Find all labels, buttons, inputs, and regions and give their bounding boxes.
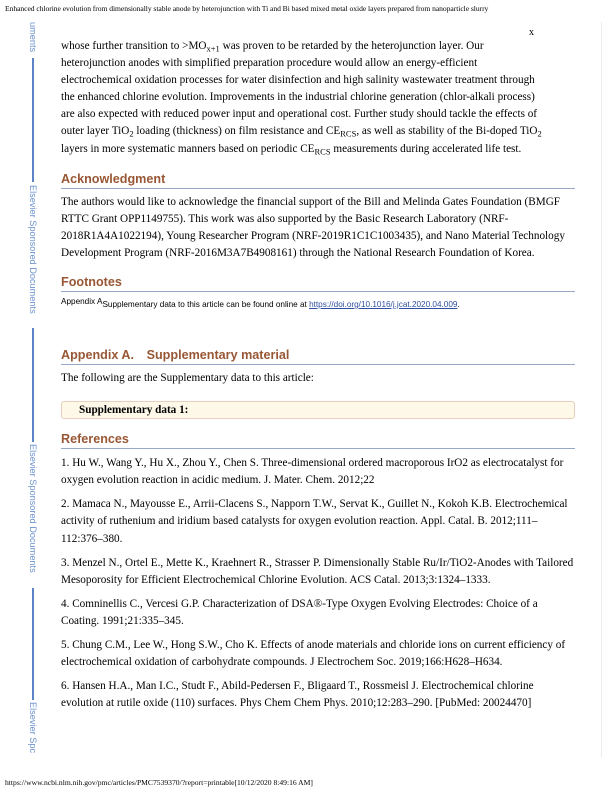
footnotes-heading: Footnotes — [61, 274, 575, 292]
text-fragment: . — [457, 300, 460, 310]
sidebar-watermark — [26, 22, 40, 757]
watermark-text: Elsevier Sponsored Documents — [28, 444, 38, 573]
reference-item: 4. Comninellis C., Vercesi G.P. Characterization of DSA®-Type Oxygen Evolving Electrodes: Choice of a Coating. 1991;21:335–345. — [61, 597, 538, 627]
subscript: x+1 — [206, 43, 220, 54]
reference-list — [61, 455, 575, 712]
doi-link[interactable]: https://doi.org/10.1016/j.jcat.2020.04.009 — [309, 300, 458, 310]
subscript: RCS — [340, 128, 357, 139]
acknowledgment-heading: Acknowledgment — [61, 171, 575, 189]
text-fragment: measurements during accelerated life test. — [330, 142, 522, 155]
footnote-text: Supplementary data to this article can be found online at — [102, 300, 310, 310]
watermark-text: Elsevier Spc — [28, 702, 38, 754]
references-heading: References — [61, 431, 575, 449]
acknowledgment-text: The authors would like to acknowledge the financial support of the Bill and Melinda Gates Foundation (BMGF RTTC Grant OPP1149755). This work was also supported by the Basic Research Laboratory (NRF-2018R1A4A1022194), Young Researcher Program (NRF-2019R1C1C1003435), and Nano Material Technology Development Program (NRF-2016M3A7B4908161) through the National Research Foundation of Korea. — [61, 195, 565, 259]
footnote-item — [61, 296, 575, 311]
reference-item: 1. Hu W., Wang Y., Hu X., Zhou Y., Chen S. Three-dimensional ordered macroporous IrO2 as electrocatalyst for oxygen evolution reaction in acidic medium. J. Mater. Chem. 2012;22 — [61, 457, 564, 487]
supplementary-data-label[interactable]: Supplementary data 1: — [79, 404, 189, 417]
watermark-text: Elsevier Sponsored Documents — [28, 185, 38, 314]
text-fragment: was proven to be retarded by the heterojunction layer. Our — [219, 40, 484, 52]
article-content — [61, 38, 575, 712]
subscript: 2 — [537, 128, 542, 139]
text-fragment: the enhanced chlorine evolution. Improvements in the industrial chlorine generation (chlor-alkali process) — [61, 91, 535, 104]
watermark-line — [32, 58, 34, 182]
text-fragment: layers in more systematic manners based on periodic CE — [61, 142, 315, 155]
subscript: RCS — [314, 146, 331, 157]
supplementary-data-box[interactable] — [61, 401, 575, 419]
conclusion-paragraph — [61, 38, 575, 158]
footnote-label: Appendix A — [61, 297, 103, 307]
watermark-line — [32, 328, 34, 442]
text-fragment: are also expected with reduced power input and operational cost. Further study should tackle the effects of — [61, 108, 538, 121]
print-footer-url: https://www.ncbi.nlm.nih.gov/pmc/articles/PMC7539370/?report=printable[10/12/2020 8:49:16 AM] — [5, 778, 313, 787]
watermark-text: uments — [28, 22, 38, 53]
text-fragment: loading (thickness) on film resistance and CE — [133, 125, 341, 138]
reference-item: 5. Chung C.M., Lee W., Hong S.W., Cho K. Effects of anode materials and chloride ions on current efficiency of electrochemical oxidation of carbohydrate compounds. J Electrochem Soc. 2019;166:H628–H634. — [61, 638, 566, 669]
subscript: 2 — [129, 128, 134, 139]
watermark-line — [32, 588, 34, 700]
close-button[interactable]: x — [529, 27, 534, 38]
text-fragment: heterojunction anodes with simplified preparation procedure would allow an energy-efficient — [61, 57, 478, 70]
print-header-title: Enhanced chlorine evolution from dimensionally stable anode by heterojunction with Ti and Bi based mixed metal oxide layers prepared from nanoparticle slurry — [5, 4, 489, 13]
reference-item: 3. Menzel N., Ortel E., Mette K., Kraehnert R., Strasser P. Dimensionally Stable Ru/Ir/TiO2-Anodes with Tailored Mesoporosity for Efficient Electrochemical Chlorine Evolution. ACS Catal. 2013;3:1324–1333. — [61, 556, 574, 586]
text-fragment: whose further transition to >MO — [61, 40, 207, 52]
appendix-heading: Appendix A. Supplementary material — [61, 347, 575, 365]
reference-item: 2. Mamaca N., Mayousse E., Arrii-Clacens S., Napporn T.W., Servat K., Guillet N., Kokoh K.B. Electrochemical activity of ruthenium and iridium based catalysts for oxygen evolution reaction. Appl. Catal. B. 2012;111–112:376–380. — [61, 498, 568, 545]
text-fragment: , as well as stability of the Bi-doped TiO — [356, 125, 538, 138]
page-right-border — [601, 22, 602, 757]
reference-item: 6. Hansen H.A., Man I.C., Studt F., Abild-Pedersen F., Bligaard T., Rossmeisl J. Electrochemical chlorine evolution at rutile oxide (110) surfaces. Phys Chem Chem Phys. 2010;12:283–290. [PubMed: 20024470] — [61, 680, 534, 710]
text-fragment: outer layer TiO — [61, 125, 130, 138]
appendix-intro: The following are the Supplementary data to this article: — [61, 372, 314, 385]
text-fragment: electrochemical oxidation processes for water disinfection and high salinity wastewater treatment through — [61, 74, 535, 87]
